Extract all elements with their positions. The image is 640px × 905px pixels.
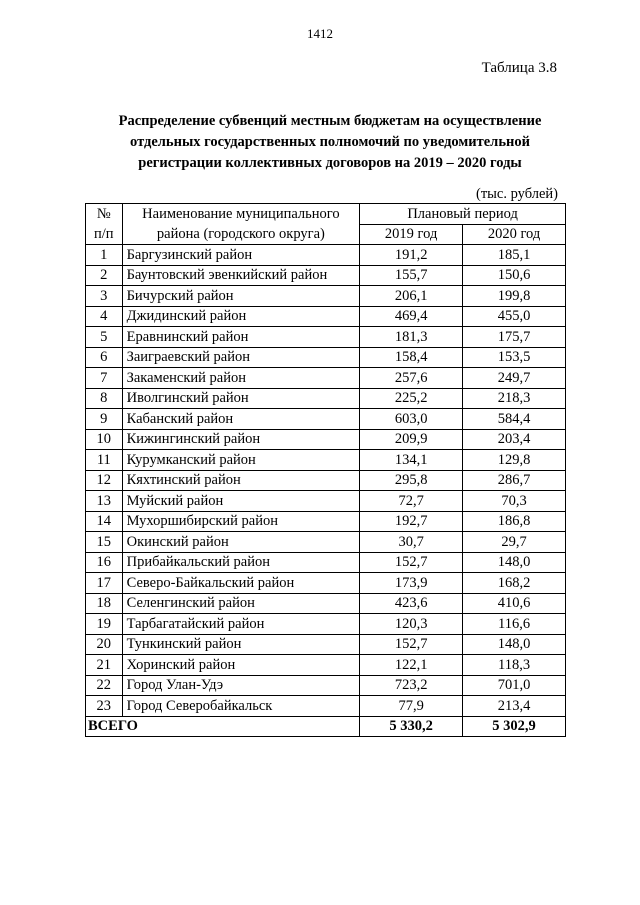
table-row — [86, 675, 566, 696]
header-year-2019: 2019 год — [360, 224, 463, 245]
row-value-2019: 191,2 — [360, 245, 463, 266]
row-value-2019: 192,7 — [360, 511, 463, 532]
row-district-name: Кижингинский район — [122, 429, 360, 450]
table-row — [86, 388, 566, 409]
table-row — [86, 347, 566, 368]
title-line-3: регистрации коллективных договоров на 2019 – 2020 годы — [138, 155, 522, 171]
row-district-name: Заиграевский район — [122, 347, 360, 368]
row-value-2019: 72,7 — [360, 491, 463, 512]
row-value-2019: 155,7 — [360, 265, 463, 286]
table-row — [86, 634, 566, 655]
table-row — [86, 655, 566, 676]
row-number: 8 — [86, 388, 123, 409]
table-row — [86, 511, 566, 532]
table-row — [86, 265, 566, 286]
header-num-line2: п/п — [86, 224, 123, 245]
total-2019: 5 330,2 — [360, 716, 463, 737]
row-value-2019: 122,1 — [360, 655, 463, 676]
row-value-2020: 168,2 — [463, 573, 566, 594]
row-value-2020: 584,4 — [463, 409, 566, 430]
row-district-name: Мухоршибирский район — [122, 511, 360, 532]
row-value-2020: 410,6 — [463, 593, 566, 614]
row-number: 6 — [86, 347, 123, 368]
row-value-2019: 295,8 — [360, 470, 463, 491]
row-district-name: Селенгинский район — [122, 593, 360, 614]
row-value-2019: 120,3 — [360, 614, 463, 635]
subventions-table — [85, 203, 566, 737]
row-value-2020: 70,3 — [463, 491, 566, 512]
row-value-2020: 203,4 — [463, 429, 566, 450]
row-district-name: Кабанский район — [122, 409, 360, 430]
row-value-2019: 723,2 — [360, 675, 463, 696]
row-value-2019: 209,9 — [360, 429, 463, 450]
row-value-2020: 185,1 — [463, 245, 566, 266]
document-title — [90, 111, 570, 174]
table-row — [86, 552, 566, 573]
row-district-name: Город Северобайкальск — [122, 696, 360, 717]
table-row — [86, 429, 566, 450]
row-district-name: Тарбагатайский район — [122, 614, 360, 635]
row-number: 1 — [86, 245, 123, 266]
row-value-2019: 225,2 — [360, 388, 463, 409]
row-value-2020: 148,0 — [463, 634, 566, 655]
row-value-2020: 199,8 — [463, 286, 566, 307]
row-value-2020: 701,0 — [463, 675, 566, 696]
title-line-2: отдельных государственных полномочий по уведомительной — [130, 134, 530, 150]
row-value-2020: 213,4 — [463, 696, 566, 717]
row-value-2020: 116,6 — [463, 614, 566, 635]
row-number: 4 — [86, 306, 123, 327]
row-value-2019: 469,4 — [360, 306, 463, 327]
row-value-2020: 118,3 — [463, 655, 566, 676]
row-district-name: Бичурский район — [122, 286, 360, 307]
row-district-name: Город Улан-Удэ — [122, 675, 360, 696]
row-number: 17 — [86, 573, 123, 594]
row-value-2019: 77,9 — [360, 696, 463, 717]
row-value-2020: 218,3 — [463, 388, 566, 409]
table-row — [86, 593, 566, 614]
row-district-name: Баунтовский эвенкийский район — [122, 265, 360, 286]
row-number: 3 — [86, 286, 123, 307]
row-district-name: Закаменский район — [122, 368, 360, 389]
row-number: 5 — [86, 327, 123, 348]
row-value-2019: 257,6 — [360, 368, 463, 389]
row-number: 11 — [86, 450, 123, 471]
table-row — [86, 470, 566, 491]
row-value-2019: 30,7 — [360, 532, 463, 553]
row-district-name: Прибайкальский район — [122, 552, 360, 573]
row-number: 7 — [86, 368, 123, 389]
row-value-2020: 129,8 — [463, 450, 566, 471]
table-row — [86, 245, 566, 266]
row-value-2020: 455,0 — [463, 306, 566, 327]
row-district-name: Окинский район — [122, 532, 360, 553]
row-district-name: Тункинский район — [122, 634, 360, 655]
row-number: 23 — [86, 696, 123, 717]
row-value-2020: 175,7 — [463, 327, 566, 348]
row-value-2019: 152,7 — [360, 634, 463, 655]
table-header-row-2 — [86, 224, 566, 245]
table-header-row-1 — [86, 204, 566, 225]
row-value-2019: 206,1 — [360, 286, 463, 307]
row-value-2020: 286,7 — [463, 470, 566, 491]
row-value-2019: 158,4 — [360, 347, 463, 368]
table-row — [86, 696, 566, 717]
row-value-2020: 29,7 — [463, 532, 566, 553]
title-line-1: Распределение субвенций местным бюджетам на осуществление — [118, 113, 542, 129]
row-number: 10 — [86, 429, 123, 450]
header-period: Плановый период — [360, 204, 566, 225]
header-name-line2: района (городского округа) — [122, 224, 360, 245]
row-number: 12 — [86, 470, 123, 491]
row-value-2019: 423,6 — [360, 593, 463, 614]
row-district-name: Хоринский район — [122, 655, 360, 676]
row-value-2019: 173,9 — [360, 573, 463, 594]
table-row — [86, 614, 566, 635]
row-value-2019: 134,1 — [360, 450, 463, 471]
header-name-line1: Наименование муниципального — [122, 204, 360, 225]
row-district-name: Северо-Байкальский район — [122, 573, 360, 594]
table-row — [86, 450, 566, 471]
row-number: 2 — [86, 265, 123, 286]
row-number: 9 — [86, 409, 123, 430]
table-row — [86, 327, 566, 348]
row-district-name: Кяхтинский район — [122, 470, 360, 491]
row-district-name: Еравнинский район — [122, 327, 360, 348]
total-2020: 5 302,9 — [463, 716, 566, 737]
row-value-2020: 186,8 — [463, 511, 566, 532]
table-body — [86, 245, 566, 717]
row-number: 13 — [86, 491, 123, 512]
total-row — [86, 716, 566, 737]
row-number: 18 — [86, 593, 123, 614]
row-value-2020: 148,0 — [463, 552, 566, 573]
table-row — [86, 306, 566, 327]
table-label: Таблица 3.8 — [481, 60, 557, 76]
header-year-2020: 2020 год — [463, 224, 566, 245]
row-district-name: Баргузинский район — [122, 245, 360, 266]
row-value-2019: 603,0 — [360, 409, 463, 430]
row-value-2019: 152,7 — [360, 552, 463, 573]
row-district-name: Джидинский район — [122, 306, 360, 327]
page-number: 1412 — [307, 26, 333, 41]
row-number: 22 — [86, 675, 123, 696]
table-row — [86, 368, 566, 389]
header-num-line1: № — [86, 204, 123, 225]
row-district-name: Иволгинский район — [122, 388, 360, 409]
total-label: ВСЕГО — [86, 716, 360, 737]
row-number: 19 — [86, 614, 123, 635]
table-row — [86, 409, 566, 430]
row-number: 16 — [86, 552, 123, 573]
row-number: 20 — [86, 634, 123, 655]
row-number: 14 — [86, 511, 123, 532]
row-number: 15 — [86, 532, 123, 553]
row-value-2020: 153,5 — [463, 347, 566, 368]
table-row — [86, 491, 566, 512]
table-row — [86, 532, 566, 553]
units-label: (тыс. рублей) — [476, 186, 558, 202]
row-district-name: Курумканский район — [122, 450, 360, 471]
row-value-2019: 181,3 — [360, 327, 463, 348]
row-number: 21 — [86, 655, 123, 676]
table-row — [86, 573, 566, 594]
table-row — [86, 286, 566, 307]
row-value-2020: 249,7 — [463, 368, 566, 389]
row-district-name: Муйский район — [122, 491, 360, 512]
row-value-2020: 150,6 — [463, 265, 566, 286]
